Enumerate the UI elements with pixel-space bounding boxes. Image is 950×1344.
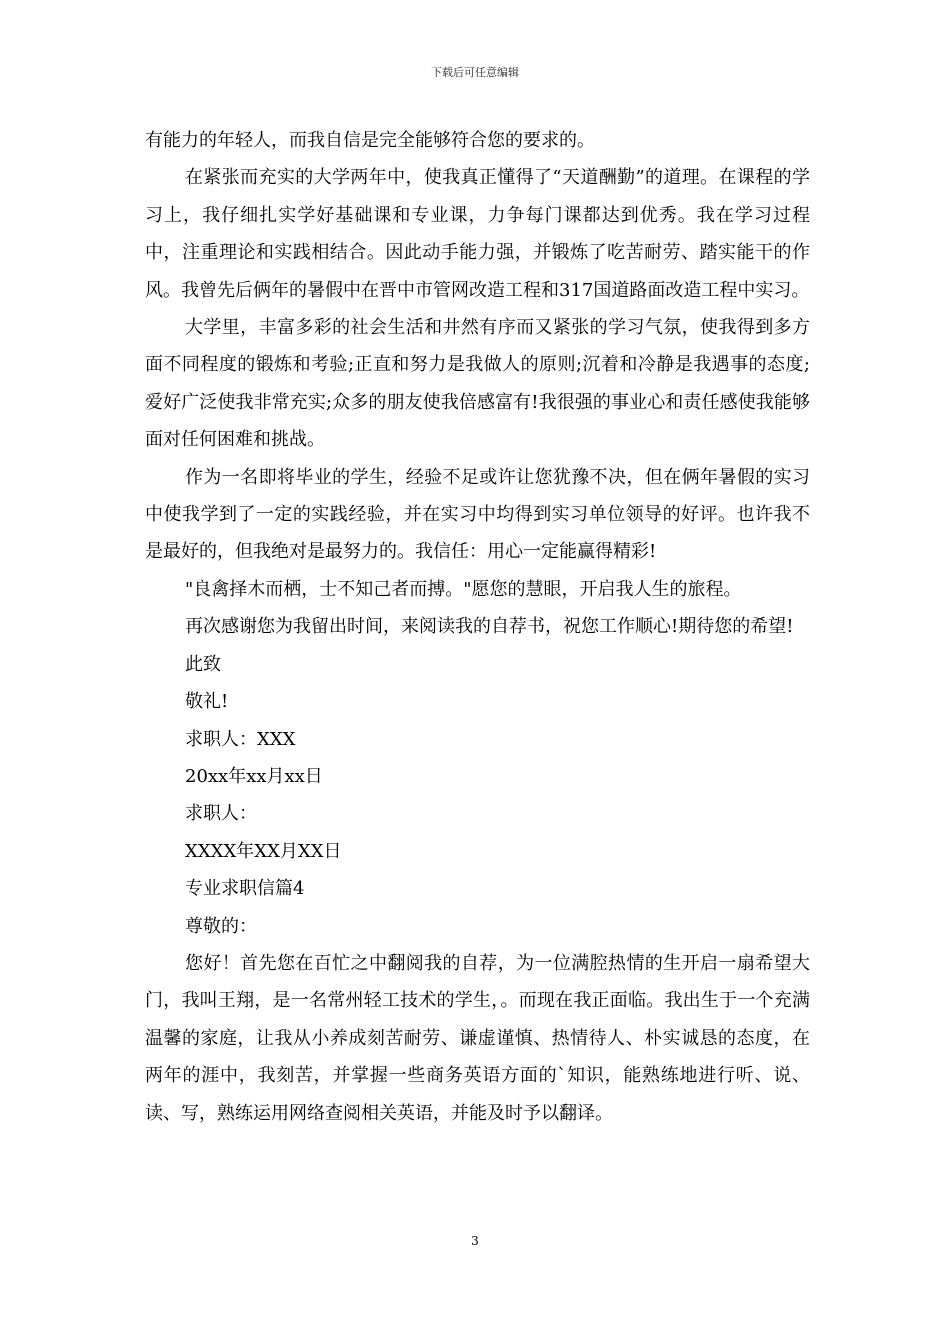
paragraph-quote: "良禽择木而栖，士不知己者而搏。"愿您的慧眼，开启我人生的旅程。 bbox=[185, 578, 742, 600]
paragraph-thanks: 再次感谢您为我留出时间，来阅读我的自荐书，祝您工作顺心!期待您的希望! bbox=[185, 616, 794, 638]
signature-date-2: XXXX年XX月XX日 bbox=[185, 840, 342, 862]
paragraph-continuation: 有能力的年轻人，而我自信是完全能够符合您的要求的。 bbox=[145, 130, 595, 151]
letter-greeting: 尊敬的： bbox=[185, 915, 257, 937]
paragraph-introduction: 您好！首先您在百忙之中翻阅我的自荐，为一位满腔热情的生开启一扇希望大门，我叫王翔，是一名常州轻工技术的学生，。而现在我正面临。我出生于一个充满温馨的家庭，让我从小养成刻苦耐劳、谦虚谨慎、热情待人、朴实诚恳的态度，在两年的涯中，我刻苦，并掌握一些商务英语方面的`知识，能熟练地进行听、说、读、写，熟练运用网络查阅相关英语，并能及时予以翻译。 bbox=[145, 952, 810, 1124]
paragraph-campus-life: 大学里，丰富多彩的社会生活和井然有序而又紧张的学习气氛，使我得到多方面不同程度的锻炼和考验;正直和努力是我做人的原则;沉着和冷静是我遇事的态度;爱好广泛使我非常充实;众多的朋友使我倍感富有!我很强的事业心和责任感使我能够面对任何困难和挑战。 bbox=[145, 317, 810, 451]
closing-regards: 敬礼! bbox=[185, 691, 229, 713]
signature-date: 20xx年xx月xx日 bbox=[185, 765, 323, 787]
paragraph-internship-experience: 作为一名即将毕业的学生，经验不足或许让您犹豫不决，但在俩年暑假的实习中使我学到了一定的实践经验，并在实习中均得到实习单位领导的好评。也许我不是最好的，但我绝对是最努力的。我信任：用心一定能赢得精彩! bbox=[145, 466, 810, 563]
paragraph-university-study: 在紧张而充实的大学两年中，使我真正懂得了“天道酬勤”的道理。在课程的学习上，我仔细扎实学好基础课和专业课，力争每门课都达到优秀。我在学习过程中，注重理论和实践相结合。因此动手能力强，并锻炼了吃苦耐劳、踏实能干的作风。我曾先后俩年的暑假中在晋中市管网改造工程和317国道路面改造工程中实习。 bbox=[145, 167, 810, 301]
signature-applicant: 求职人：XXX bbox=[185, 728, 296, 750]
signature-applicant-2: 求职人： bbox=[185, 803, 257, 825]
page-header: 下载后可任意编辑 bbox=[431, 66, 519, 79]
section-heading: 专业求职信篇4 bbox=[185, 878, 305, 900]
page-number: 3 bbox=[471, 1234, 479, 1248]
document-body bbox=[145, 122, 810, 1132]
closing-salutation: 此致 bbox=[185, 653, 221, 675]
